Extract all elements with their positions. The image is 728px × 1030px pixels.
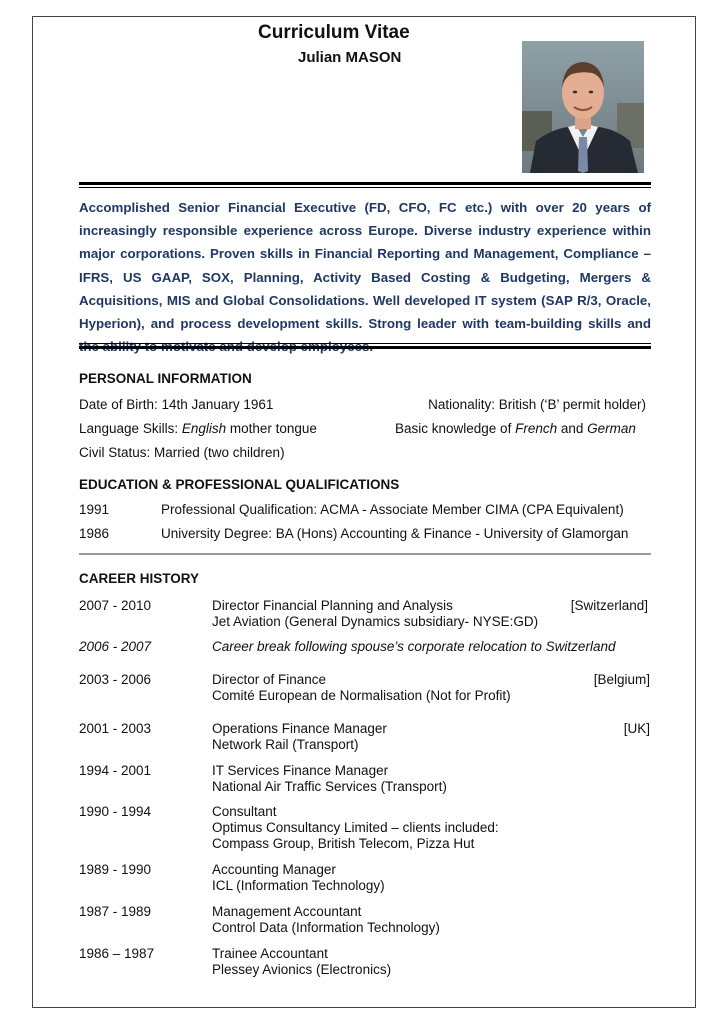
- civil-status: Civil Status: Married (two children): [79, 445, 285, 460]
- job-organisation: Comité European de Normalisation (Not for Profit): [212, 688, 511, 703]
- job-title: IT Services Finance Manager: [212, 763, 389, 778]
- document-title: Curriculum Vitae: [258, 22, 410, 43]
- job-organisation: Plessey Avionics (Electronics): [212, 962, 392, 977]
- summary-rule-thick: [79, 346, 651, 349]
- job-clients: Compass Group, British Telecom, Pizza Hut: [212, 836, 475, 851]
- job-dates: 2007 - 2010: [79, 598, 152, 613]
- education-text: University Degree: BA (Hons) Accounting & Finance - University of Glamorgan: [161, 526, 629, 541]
- portrait-photo: [522, 41, 644, 173]
- basic-languages-and: and: [557, 421, 588, 436]
- education-text: Professional Qualification: ACMA - Associate Member CIMA (CPA Equivalent): [161, 502, 624, 517]
- language-french: French: [515, 421, 558, 436]
- job-organisation: Control Data (Information Technology): [212, 920, 440, 935]
- job-dates: 1989 - 1990: [79, 862, 152, 877]
- summary-rule-thin: [79, 343, 651, 344]
- job-title: Consultant: [212, 804, 277, 819]
- nationality: Nationality: British (‘B’ permit holder): [428, 397, 646, 412]
- job-dates: 2006 - 2007: [79, 639, 152, 654]
- job-dates: 1994 - 2001: [79, 763, 152, 778]
- language-skills-suffix: mother tongue: [226, 421, 317, 436]
- education-heading: EDUCATION & PROFESSIONAL QUALIFICATIONS: [79, 477, 400, 492]
- job-organisation: Jet Aviation (General Dynamics subsidiary- NYSE:GD): [212, 614, 539, 629]
- language-skills: [79, 421, 317, 436]
- basic-languages: [395, 421, 636, 436]
- education-year: 1991: [79, 502, 110, 517]
- basic-languages-label: Basic knowledge of: [395, 421, 516, 436]
- job-location: [Belgium]: [593, 672, 650, 687]
- job-dates: 1990 - 1994: [79, 804, 152, 819]
- job-organisation: Optimus Consultancy Limited – clients included:: [212, 820, 499, 835]
- job-dates: 1986 – 1987: [79, 946, 155, 961]
- job-location: [Switzerland]: [570, 598, 648, 613]
- candidate-name: Julian MASON: [298, 49, 402, 66]
- job-dates: 1987 - 1989: [79, 904, 152, 919]
- job-organisation: National Air Traffic Services (Transport): [212, 779, 447, 794]
- job-title: Management Accountant: [212, 904, 362, 919]
- language-skills-label: Language Skills:: [79, 421, 182, 436]
- header-rule-thin: [79, 187, 651, 188]
- personal-heading: PERSONAL INFORMATION: [79, 371, 252, 386]
- job-organisation: ICL (Information Technology): [212, 878, 385, 893]
- header-rule-thick: [79, 182, 651, 185]
- job-title: Operations Finance Manager: [212, 721, 387, 736]
- section-divider: [79, 553, 651, 555]
- career-heading: CAREER HISTORY: [79, 571, 200, 586]
- date-of-birth: Date of Birth: 14th January 1961: [79, 397, 274, 412]
- job-dates: 2001 - 2003: [79, 721, 152, 736]
- job-title: Accounting Manager: [212, 862, 336, 877]
- job-title: Trainee Accountant: [212, 946, 328, 961]
- job-title: Career break following spouse’s corporate relocation to Switzerland: [212, 639, 616, 654]
- job-location: [UK]: [623, 721, 650, 736]
- job-title: Director Financial Planning and Analysis: [212, 598, 453, 613]
- profile-summary: Accomplished Senior Financial Executive (FD, CFO, FC etc.) with over 20 years of increasingly responsible experience across Europe. Diverse industry experience within major corporations. Proven skills in Financial Reporting and Management, Compliance – IFRS, US GAAP, SOX, Planning, Activity Based Costing & Budgeting, Mergers & Acquisitions, MIS and Global Consolidations. Well developed IT system (SAP R/3, Oracle, Hyperion), and process development skills. Strong leader with team-building skills and: [79, 200, 651, 332]
- language-english: English: [181, 421, 227, 436]
- education-year: 1986: [79, 526, 110, 541]
- language-german: German: [587, 421, 636, 436]
- job-title: Director of Finance: [212, 672, 327, 687]
- job-dates: 2003 - 2006: [79, 672, 152, 687]
- job-organisation: Network Rail (Transport): [212, 737, 359, 752]
